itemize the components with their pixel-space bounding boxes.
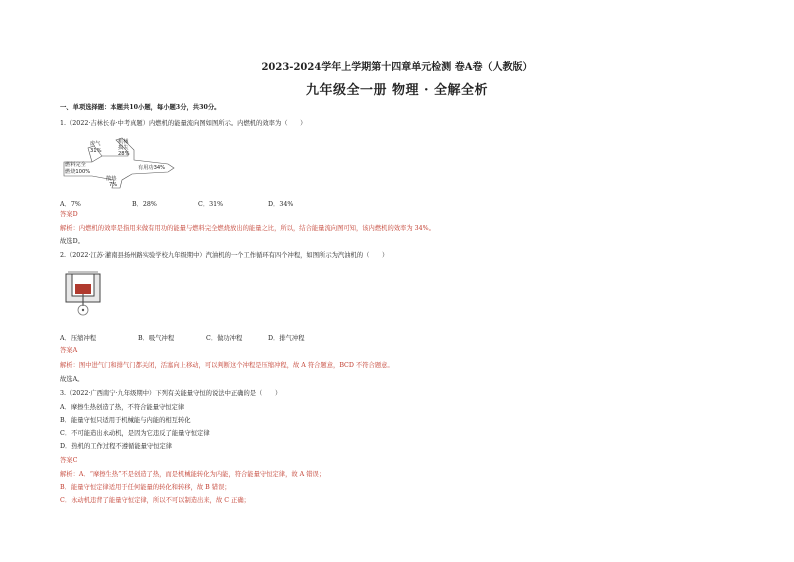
q1-option-d: D．34%	[268, 201, 294, 208]
document-title: 2023-2024学年上学期第十四章单元检测 卷A卷（人教版）	[261, 62, 533, 73]
q3-option-d: D．热机的工作过程不遵循能量守恒定律	[60, 443, 173, 450]
q3-analysis-b: B．能量守恒定律适用于任何能量的转化和转移，故 B 错误；	[60, 484, 231, 491]
diagram-label-mech-pct: 28%	[118, 151, 130, 157]
q3-answer: 答案C	[60, 457, 78, 464]
diagram-label-heat-pct: 7%	[109, 182, 118, 188]
q2-option-a: A．压缩冲程	[60, 335, 97, 342]
q1-option-c: C．31%	[198, 201, 224, 208]
q1-stem: 1.（2022·吉林长春·中考真题）内燃机的能量流向图如图所示。内燃机的效率为（ ）	[60, 120, 307, 127]
diagram-label-exhaust-pct: 31%	[90, 148, 102, 154]
q2-stem: 2.（2022·江苏·灌南县扬州路实验学校九年级期中）汽油机的一个工作循环有四个冲程，如图所示为汽油机的（ ）	[60, 252, 389, 259]
energy-flow-diagram	[62, 136, 184, 194]
q3-analysis-a: 解析：A．“摩擦生热”不是创造了热，而是机械能转化为内能，符合能量守恒定律，故 A 错误；	[60, 471, 326, 478]
diagram-label-exhaust: 废气	[90, 141, 101, 147]
q2-option-c: C．做功冲程	[206, 335, 243, 342]
diagram-label-fuel2: 燃烧100%	[65, 169, 91, 175]
section-heading: 一、单项选择题：本题共10小题，每小题3分，共30分。	[60, 104, 221, 111]
q2-analysis: 解析：图中进气门和排气门都关闭，活塞向上移动，可以判断这个冲程是压缩冲程，故 A 符合题意，BCD 不符合题意。	[60, 362, 394, 369]
q3-stem: 3.（2022·广西南宁·九年级期中）下列有关能量守恒的说法中正确的是（ ）	[60, 390, 282, 397]
q2-option-d: D．排气冲程	[268, 335, 305, 342]
q2-answer: 答案A	[60, 347, 78, 354]
diagram-label-heat: 散热	[106, 176, 117, 182]
q1-conclusion: 故选D。	[60, 238, 84, 245]
q1-analysis: 解析：内燃机的效率是指用来做有用功的能量与燃料完全燃烧放出的能量之比，所以，结合能量流向图可知，该内燃机的效率为 34%。	[60, 225, 435, 232]
q3-option-a: A．摩擦生热创造了热，不符合能量守恒定律	[60, 404, 185, 411]
diagram-label-fuel: 燃料完全	[65, 162, 86, 168]
document-subtitle: 九年级全一册 物理 · 全解全析	[305, 83, 489, 98]
q2-conclusion: 故选A。	[60, 376, 84, 383]
q1-option-b: B．28%	[132, 201, 157, 208]
q1-answer: 答案D	[60, 211, 78, 218]
diagram-label-mech: 机械	[118, 139, 129, 145]
diagram-label-mech2: 损失	[118, 145, 129, 151]
diagram-label-useful: 有用功34%	[138, 165, 166, 171]
engine-cylinder-diagram	[62, 268, 104, 320]
piston-shape	[75, 284, 91, 294]
q3-analysis-c: C．永动机违背了能量守恒定律，所以不可以制造出来，故 C 正确；	[60, 497, 250, 504]
q2-option-b: B．吸气冲程	[138, 335, 175, 342]
q3-option-b: B．能量守恒只适用于机械能与内能的相互转化	[60, 417, 191, 424]
q1-option-a: A．7%	[60, 201, 81, 208]
q3-option-c: C．不可能造出永动机，是因为它违反了能量守恒定律	[60, 430, 210, 437]
